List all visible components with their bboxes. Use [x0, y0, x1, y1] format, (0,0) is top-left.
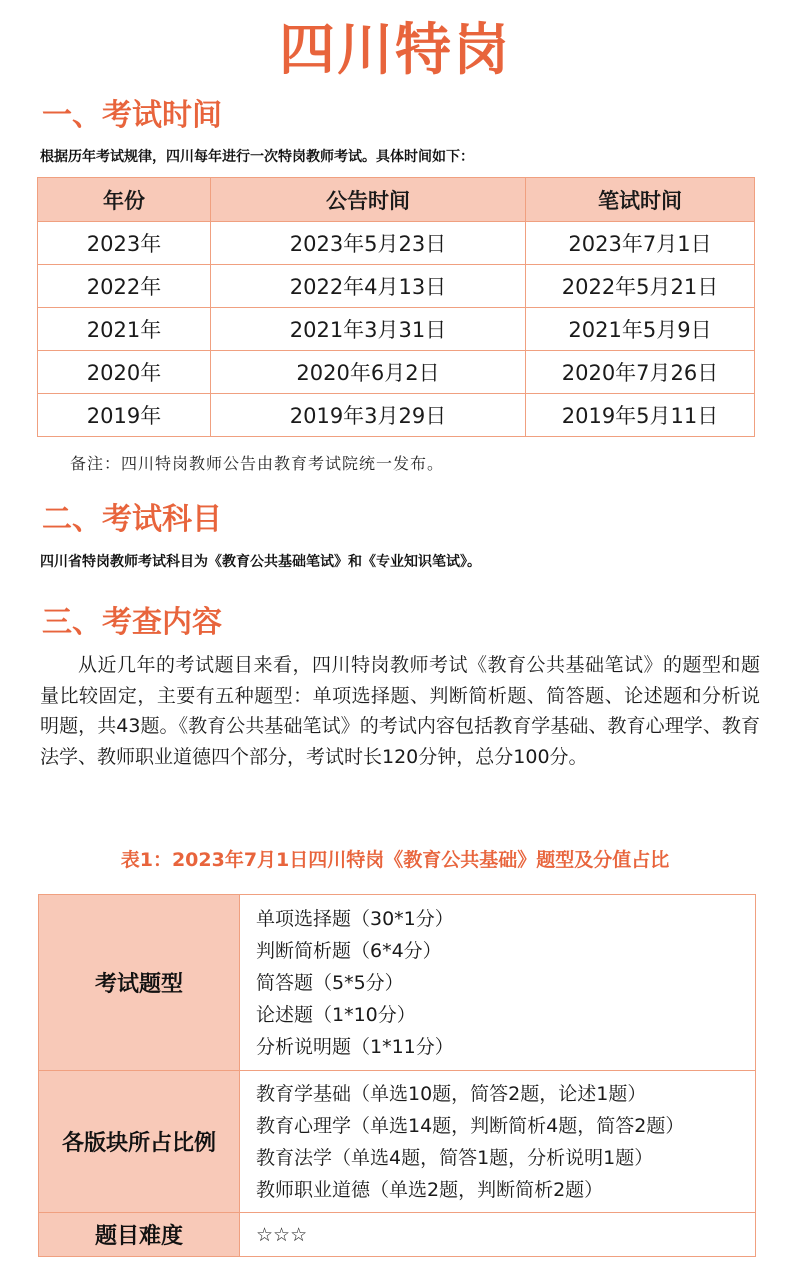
difficulty-stars: ☆☆☆ [256, 1223, 308, 1246]
announcement-date-cell: 2023年5月23日 [211, 222, 526, 265]
list-item: 教育法学（单选4题，简答1题，分析说明1题） [256, 1146, 654, 1169]
exam-time-note: 备注：四川特岗教师公告由教育考试院统一发布。 [70, 454, 445, 473]
announcement-date-cell: 2021年3月31日 [211, 308, 526, 351]
header-year: 年份 [38, 178, 211, 222]
section-proportion-value [240, 1071, 756, 1213]
exam-content-paragraph: 从近几年的考试题目来看，四川特岗教师考试《教育公共基础笔试》的题型和题量比较固定，主要有五种题型：单项选择题、判断简析题、简答题、论述题和分析说明题，共43题。《教育公共基础笔试》的考试内容包括教育学基础、教育心理学、教育法学、教师职业道德四个部分，考试时长120分钟，总分100分。 [40, 654, 760, 768]
list-item: 判断简析题（6*4分） [256, 939, 442, 962]
difficulty-value [240, 1213, 756, 1257]
list-item: 论述题（1*10分） [256, 1003, 416, 1026]
announcement-date-cell: 2020年6月2日 [211, 351, 526, 394]
table-row [38, 265, 755, 308]
table-row [38, 394, 755, 437]
row-label-difficulty: 题目难度 [39, 1213, 240, 1257]
year-cell: 2021年 [38, 308, 211, 351]
list-item: 单项选择题（30*1分） [256, 907, 454, 930]
list-item: 教师职业道德（单选2题，判断简析2题） [256, 1178, 604, 1201]
exam-time-intro: 根据历年考试规律，四川每年进行一次特岗教师考试。具体时间如下： [40, 149, 474, 165]
table-row [39, 1071, 756, 1213]
year-cell: 2020年 [38, 351, 211, 394]
written-exam-date-cell: 2021年5月9日 [526, 308, 755, 351]
year-cell: 2019年 [38, 394, 211, 437]
header-announcement-date: 公告时间 [211, 178, 526, 222]
header-written-exam-date: 笔试时间 [526, 178, 755, 222]
announcement-date-cell: 2019年3月29日 [211, 394, 526, 437]
table-row [38, 308, 755, 351]
section-heading-exam-subjects: 二、考试科目 [42, 502, 222, 537]
list-item: 简答题（5*5分） [256, 971, 404, 994]
table-caption: 表1：2023年7月1日四川特岗《教育公共基础》题型及分值占比 [120, 849, 670, 871]
announcement-date-cell: 2022年4月13日 [211, 265, 526, 308]
question-types-table [38, 894, 756, 1257]
section-heading-exam-content: 三、考查内容 [42, 605, 222, 640]
table-row [38, 351, 755, 394]
row-label-section-proportion: 各版块所占比例 [39, 1071, 240, 1213]
list-item: 教育学基础（单选10题，简答2题，论述1题） [256, 1082, 647, 1105]
written-exam-date-cell: 2020年7月26日 [526, 351, 755, 394]
table-row [38, 222, 755, 265]
year-cell: 2022年 [38, 265, 211, 308]
list-item: 教育心理学（单选14题，判断简析4题，简答2题） [256, 1114, 685, 1137]
table-row [39, 895, 756, 1071]
page-title: 四川特岗 [279, 17, 511, 83]
written-exam-date-cell: 2023年7月1日 [526, 222, 755, 265]
row-label-question-types: 考试题型 [39, 895, 240, 1071]
year-cell: 2023年 [38, 222, 211, 265]
section-heading-exam-time: 一、考试时间 [42, 98, 222, 133]
exam-schedule-table [37, 177, 755, 437]
question-types-value [240, 895, 756, 1071]
table-row [39, 1213, 756, 1257]
written-exam-date-cell: 2019年5月11日 [526, 394, 755, 437]
table-header-row [38, 178, 755, 222]
exam-subjects-text: 四川省特岗教师考试科目为《教育公共基础笔试》和《专业知识笔试》。 [40, 554, 481, 570]
written-exam-date-cell: 2022年5月21日 [526, 265, 755, 308]
list-item: 分析说明题（1*11分） [256, 1035, 454, 1058]
